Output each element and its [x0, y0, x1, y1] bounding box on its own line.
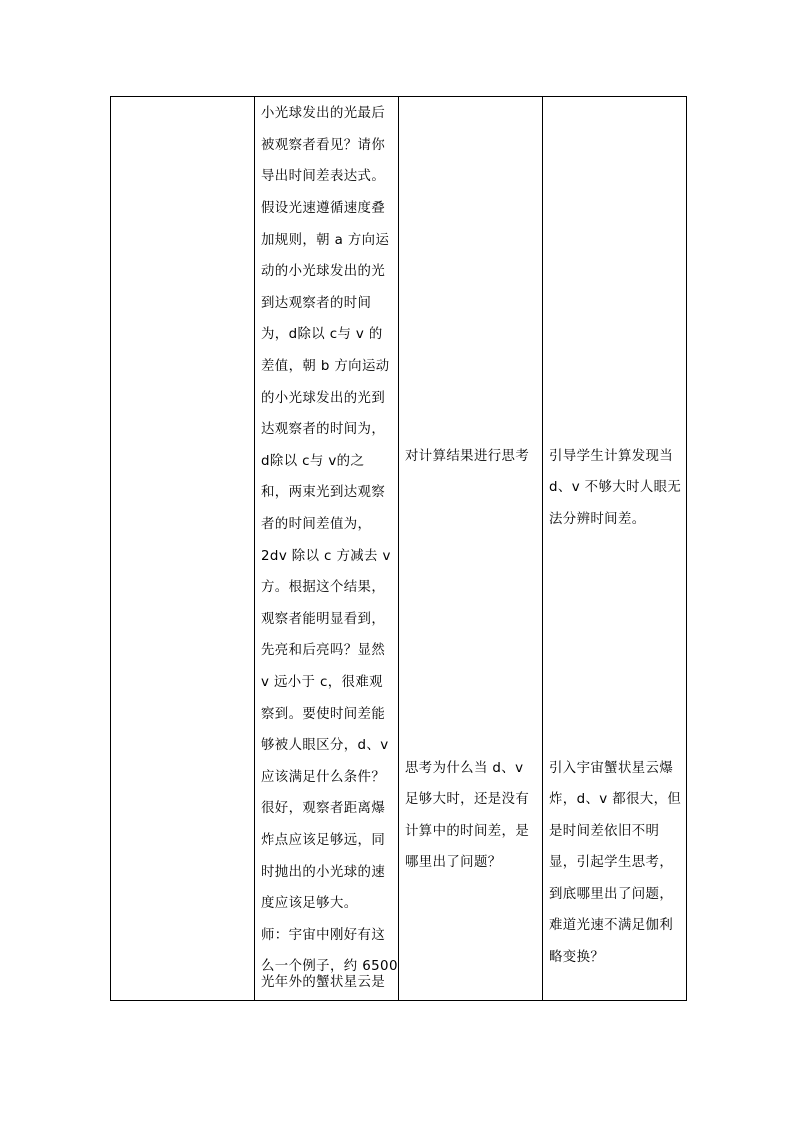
text-line: 对计算结果进行思考: [405, 449, 530, 464]
text-line: 法分辨时间差。: [549, 512, 646, 527]
text-line: 思考为什么当 d、v: [405, 761, 524, 776]
text-line: 么一个例子，约 6500: [261, 959, 398, 974]
text-line: 到达观察者的时间: [261, 296, 372, 311]
text-line: d除以 c与 v的之: [261, 454, 365, 469]
text-line: 方。根据这个结果，: [261, 580, 386, 595]
text-line: 者的时间差值为，: [261, 517, 372, 532]
text-line: 察到。要使时间差能: [261, 707, 386, 722]
text-line: 炸，d、v 都很大，但: [549, 792, 682, 807]
text-line: 略变换？: [549, 950, 605, 965]
text-line: 哪里出了问题？: [405, 855, 502, 870]
text-line: 师：宇宙中刚好有这: [261, 928, 386, 943]
text-line: 达观察者的时间为，: [261, 422, 386, 437]
text-line: 加规则，朝 a 方向运: [261, 233, 390, 248]
text-line: 炸点应该足够远，同: [261, 833, 386, 848]
text-line: 引导学生计算发现当: [549, 449, 674, 464]
text-line: 小光球发出的光最后: [261, 106, 386, 121]
text-line: 导出时间差表达式。: [261, 169, 386, 184]
text-line: 的小光球发出的光到: [261, 391, 386, 406]
text-line: 2dv 除以 c 方减去 v: [261, 549, 391, 564]
text-line: 光年外的蟹状星云是: [261, 975, 386, 990]
text-line: 假设光速遵循速度叠: [261, 201, 386, 216]
text-line: 是时间差依旧不明: [549, 824, 660, 839]
text-line: 和，两束光到达观察: [261, 485, 386, 500]
table-column-2: [255, 97, 399, 1000]
table-column-3: [399, 97, 543, 1000]
text-line: 为，d除以 c与 v 的: [261, 327, 383, 342]
text-line: 差值，朝 b 方向运动: [261, 359, 390, 374]
text-line: 足够大时，还是没有: [405, 792, 530, 807]
text-line: 难道光速不满足伽利: [549, 918, 674, 933]
text-line: 够被人眼区分，d、v: [261, 738, 389, 753]
text-line: 观察者能明显看到，: [261, 612, 386, 627]
text-line: 很好，观察者距离爆: [261, 801, 386, 816]
text-line: d、v 不够大时人眼无: [549, 480, 682, 495]
text-line: 度应该足够大。: [261, 896, 358, 911]
text-line: 应该满足什么条件？: [261, 770, 386, 785]
text-line: 显，引起学生思考，: [549, 855, 674, 870]
text-line: 计算中的时间差，是: [405, 824, 530, 839]
text-line: 到底哪里出了问题，: [549, 887, 674, 902]
table-column-1: [111, 97, 255, 1000]
text-line: 时抛出的小光球的速: [261, 865, 386, 880]
text-line: 被观察者看见？请你: [261, 138, 386, 153]
text-line: 动的小光球发出的光: [261, 264, 386, 279]
table-column-4: [543, 97, 687, 1000]
text-line: 先亮和后亮吗？显然: [261, 643, 386, 658]
lesson-table: [110, 96, 687, 1001]
text-line: 引入宇宙蟹状星云爆: [549, 761, 674, 776]
text-line: v 远小于 c，很难观: [261, 675, 383, 690]
